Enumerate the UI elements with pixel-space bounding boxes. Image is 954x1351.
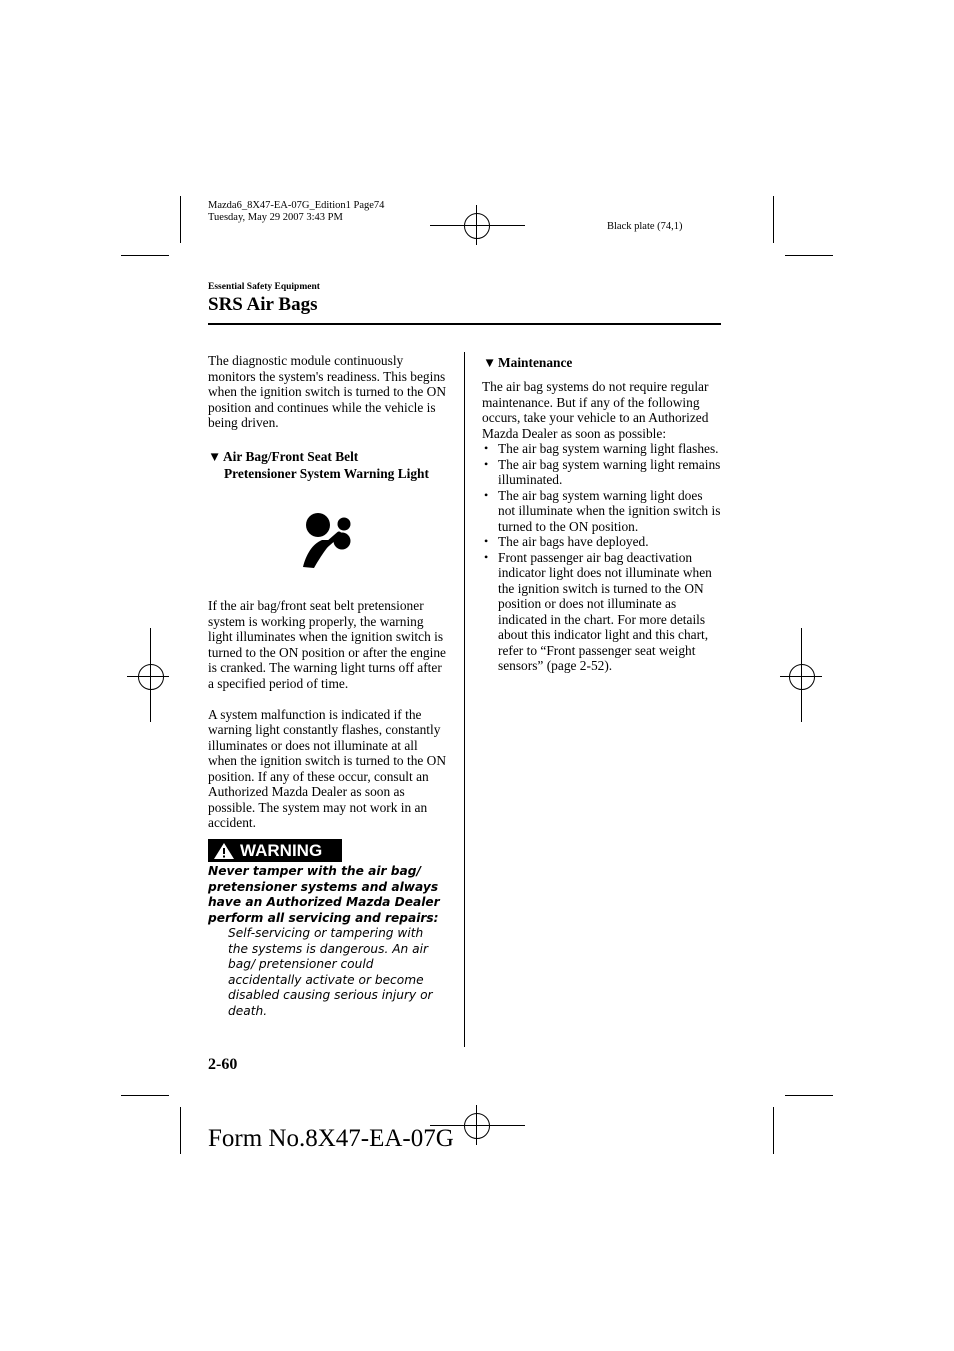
maintenance-intro: The air bag systems do not require regular maintenance. But if any of the following occurs, take your vehicle to an Authorized Mazda Dealer as soon as possible:: [482, 379, 709, 441]
paragraph-normal-operation: If the air bag/front seat belt pretensioner system is working properly, the warning light illuminates when the ignition switch is turned to the ON position or after the engine is cranked. The warning light turns off after a specified period of time.: [208, 598, 446, 691]
form-number: Form No.8X47-EA-07G: [208, 1125, 454, 1152]
section-label: Essential Safety Equipment: [208, 282, 320, 292]
list-item: • The air bags have deployed.: [482, 534, 722, 550]
airbag-warning-light-icon: [300, 510, 356, 570]
title-rule: [208, 323, 721, 325]
column-divider: [464, 352, 465, 1047]
warning-box: [208, 839, 342, 862]
print-meta-line2: Tuesday, May 29 2007 3:43 PM: [208, 212, 343, 223]
print-meta-line1: Mazda6_8X47-EA-07G_Edition1 Page74: [208, 200, 385, 211]
left-column: [208, 353, 448, 431]
print-metadata: [208, 200, 384, 224]
list-item: • The air bag system warning light does not illuminate when the ignition switch is turned to the ON position.: [482, 488, 722, 535]
left-text-block: [208, 598, 448, 831]
list-item: • Front passenger air bag deactivation indicator light does not illuminate when the ignition switch is turned to the ON position or does not illuminate as indicated in the chart. For more details about this indicator light and this chart, refer to “Front passenger seat weight sensors” (page 2-52).: [482, 550, 722, 674]
plate-label: Black plate (74,1): [607, 221, 683, 232]
warning-triangle-icon: [213, 842, 235, 860]
subheading-warning-light: [208, 448, 458, 482]
maintenance-heading: Maintenance: [498, 355, 573, 370]
warning-body: Self-servicing or tampering with the systems is dangerous. An air bag/ pretensioner could accidentally activate or become disabled causing serious injury or death.: [228, 926, 433, 1018]
warning-label: WARNING: [240, 840, 323, 860]
right-column: [482, 379, 722, 674]
intro-paragraph: The diagnostic module continuously monitors the system's readiness. This begins when the ignition switch is turned to the ON position and continues while the vehicle is being driven.: [208, 353, 447, 430]
maintenance-list: [482, 441, 722, 674]
list-item: • The air bag system warning light flashes.: [482, 441, 722, 457]
page-title: SRS Air Bags: [208, 294, 318, 315]
list-item: • The air bag system warning light remains illuminated.: [482, 457, 722, 488]
subheading-line1: Air Bag/Front Seat Belt: [223, 449, 359, 464]
warning-heading: Never tamper with the air bag/ pretensioner systems and always have an Authorized Mazda Dealer perform all servicing and repairs:: [208, 864, 440, 925]
triangle-down-icon: ▼: [483, 355, 497, 370]
subheading-maintenance: [483, 354, 723, 371]
page-number: 2-60: [208, 1056, 238, 1073]
subheading-line2: Pretensioner System Warning Light: [224, 466, 429, 481]
warning-content: [208, 864, 446, 1019]
paragraph-malfunction: A system malfunction is indicated if the warning light constantly flashes, constantly illuminates or does not illuminate at all when the ignition switch is turned to the ON position. If any of these occur, consult an Authorized Mazda Dealer as soon as possible. The system may not work in an accident.: [208, 706, 447, 830]
triangle-down-icon: ▼: [208, 449, 222, 464]
